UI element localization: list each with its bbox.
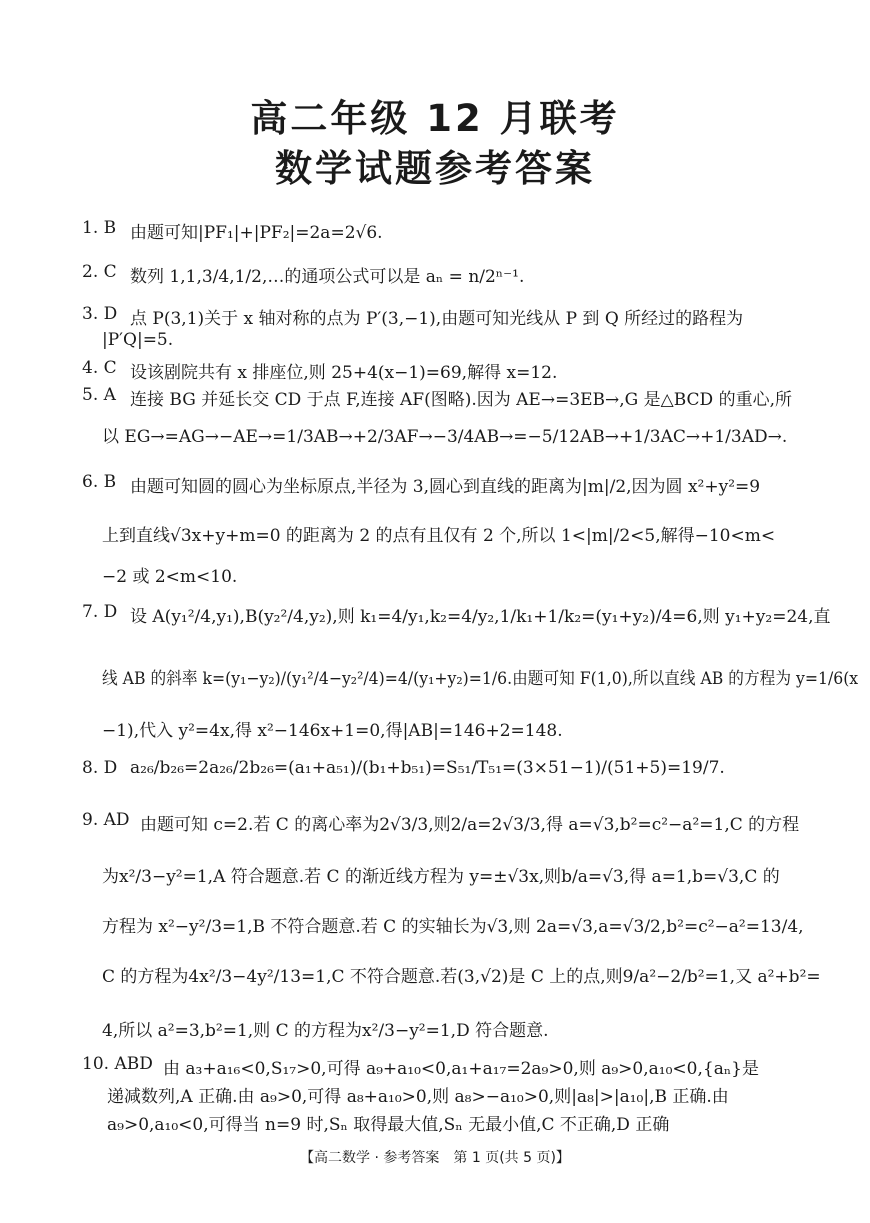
answer-number: 1. B: [82, 218, 117, 238]
answer-number: 2. C: [82, 262, 117, 282]
answer-line: 连接 BG 并延长交 CD 于点 F,连接 AF(图略).因为 AE→=3EB→,G 是△BCD 的重心,所: [130, 390, 792, 410]
answer-number: 6. B: [82, 472, 117, 492]
answer-number: 9. AD: [82, 810, 130, 830]
answer-line: 为x²/3−y²=1,A 符合题意.若 C 的渐近线方程为 y=±√3x,则b/a=√3,得 a=1,b=√3,C 的: [102, 867, 780, 887]
answer-line: 点 P(3,1)关于 x 轴对称的点为 P′(3,−1),由题可知光线从 P 到 Q 所经过的路程为: [130, 309, 744, 329]
answer-number: 3. D: [82, 304, 118, 324]
answer-line: |P′Q|=5.: [102, 330, 174, 350]
answer-line: 设该剧院共有 x 排座位,则 25+4(x−1)=69,解得 x=12.: [130, 363, 558, 383]
answer-line: 数列 1,1,3/4,1/2,…的通项公式可以是 aₙ = n/2ⁿ⁻¹.: [130, 267, 525, 287]
answer-line: −2 或 2<m<10.: [102, 567, 238, 587]
answer-line: 递减数列,A 正确.由 a₉>0,可得 a₈+a₁₀>0,则 a₈>−a₁₀>0,则|a₈|>|a₁₀|,B 正确.由: [107, 1087, 729, 1107]
page-footer: 【高二数学 · 参考答案 第 1 页(共 5 页)】: [300, 1150, 570, 1166]
answer-line: C 的方程为4x²/3−4y²/13=1,C 不符合题意.若(3,√2)是 C 上的点,则9/a²−2/b²=1,又 a²+b²=: [102, 967, 821, 987]
answer-line: 设 A(y₁²/4,y₁),B(y₂²/4,y₂),则 k₁=4/y₁,k₂=4/y₂,1/k₁+1/k₂=(y₁+y₂)/4=6,则 y₁+y₂=24,直: [130, 607, 831, 627]
answer-line: 方程为 x²−y²/3=1,B 不符合题意.若 C 的实轴长为√3,则 2a=√3,a=√3/2,b²=c²−a²=13/4,: [102, 917, 804, 937]
answer-line: a₂₆/b₂₆=2a₂₆/2b₂₆=(a₁+a₅₁)/(b₁+b₅₁)=S₅₁/T₅₁=(3×51−1)/(51+5)=19/7.: [130, 758, 725, 778]
answer-number: 10. ABD: [82, 1054, 153, 1074]
page-subtitle: 数学试题参考答案: [275, 147, 595, 190]
answer-line: 由题可知|PF₁|+|PF₂|=2a=2√6.: [130, 223, 383, 243]
answer-number: 7. D: [82, 602, 118, 622]
answer-line: 由题可知圆的圆心为坐标原点,半径为 3,圆心到直线的距离为|m|/2,因为圆 x²+y²=9: [130, 477, 761, 497]
answer-number: 8. D: [82, 758, 118, 778]
answer-line: 线 AB 的斜率 k=(y₁−y₂)/(y₁²/4−y₂²/4)=4/(y₁+y₂)=1/6.由题可知 F(1,0),所以直线 AB 的方程为 y=1/6(x: [102, 669, 859, 689]
answer-line: 4,所以 a²=3,b²=1,则 C 的方程为x²/3−y²=1,D 符合题意.: [102, 1021, 549, 1041]
page-title: 高二年级 12 月联考: [250, 97, 620, 140]
answer-line: 以 EG→=AG→−AE→=1/3AB→+2/3AF→−3/4AB→=−5/12AB→+1/3AC→+1/3AD→.: [102, 427, 788, 447]
answer-line: −1),代入 y²=4x,得 x²−146x+1=0,得|AB|=146+2=148.: [102, 721, 563, 741]
answer-line: a₉>0,a₁₀<0,可得当 n=9 时,Sₙ 取得最大值,Sₙ 无最小值,C 不正确,D 正确: [107, 1115, 670, 1135]
answer-line: 由 a₃+a₁₆<0,S₁₇>0,可得 a₉+a₁₀<0,a₁+a₁₇=2a₉>0,则 a₉>0,a₁₀<0,{aₙ}是: [163, 1059, 759, 1079]
answer-line: 由题可知 c=2.若 C 的离心率为2√3/3,则2/a=2√3/3,得 a=√3,b²=c²−a²=1,C 的方程: [140, 815, 800, 835]
answer-number: 5. A: [82, 385, 116, 405]
answer-line: 上到直线√3x+y+m=0 的距离为 2 的点有且仅有 2 个,所以 1<|m|/2<5,解得−10<m<: [102, 526, 776, 546]
answer-number: 4. C: [82, 358, 117, 378]
